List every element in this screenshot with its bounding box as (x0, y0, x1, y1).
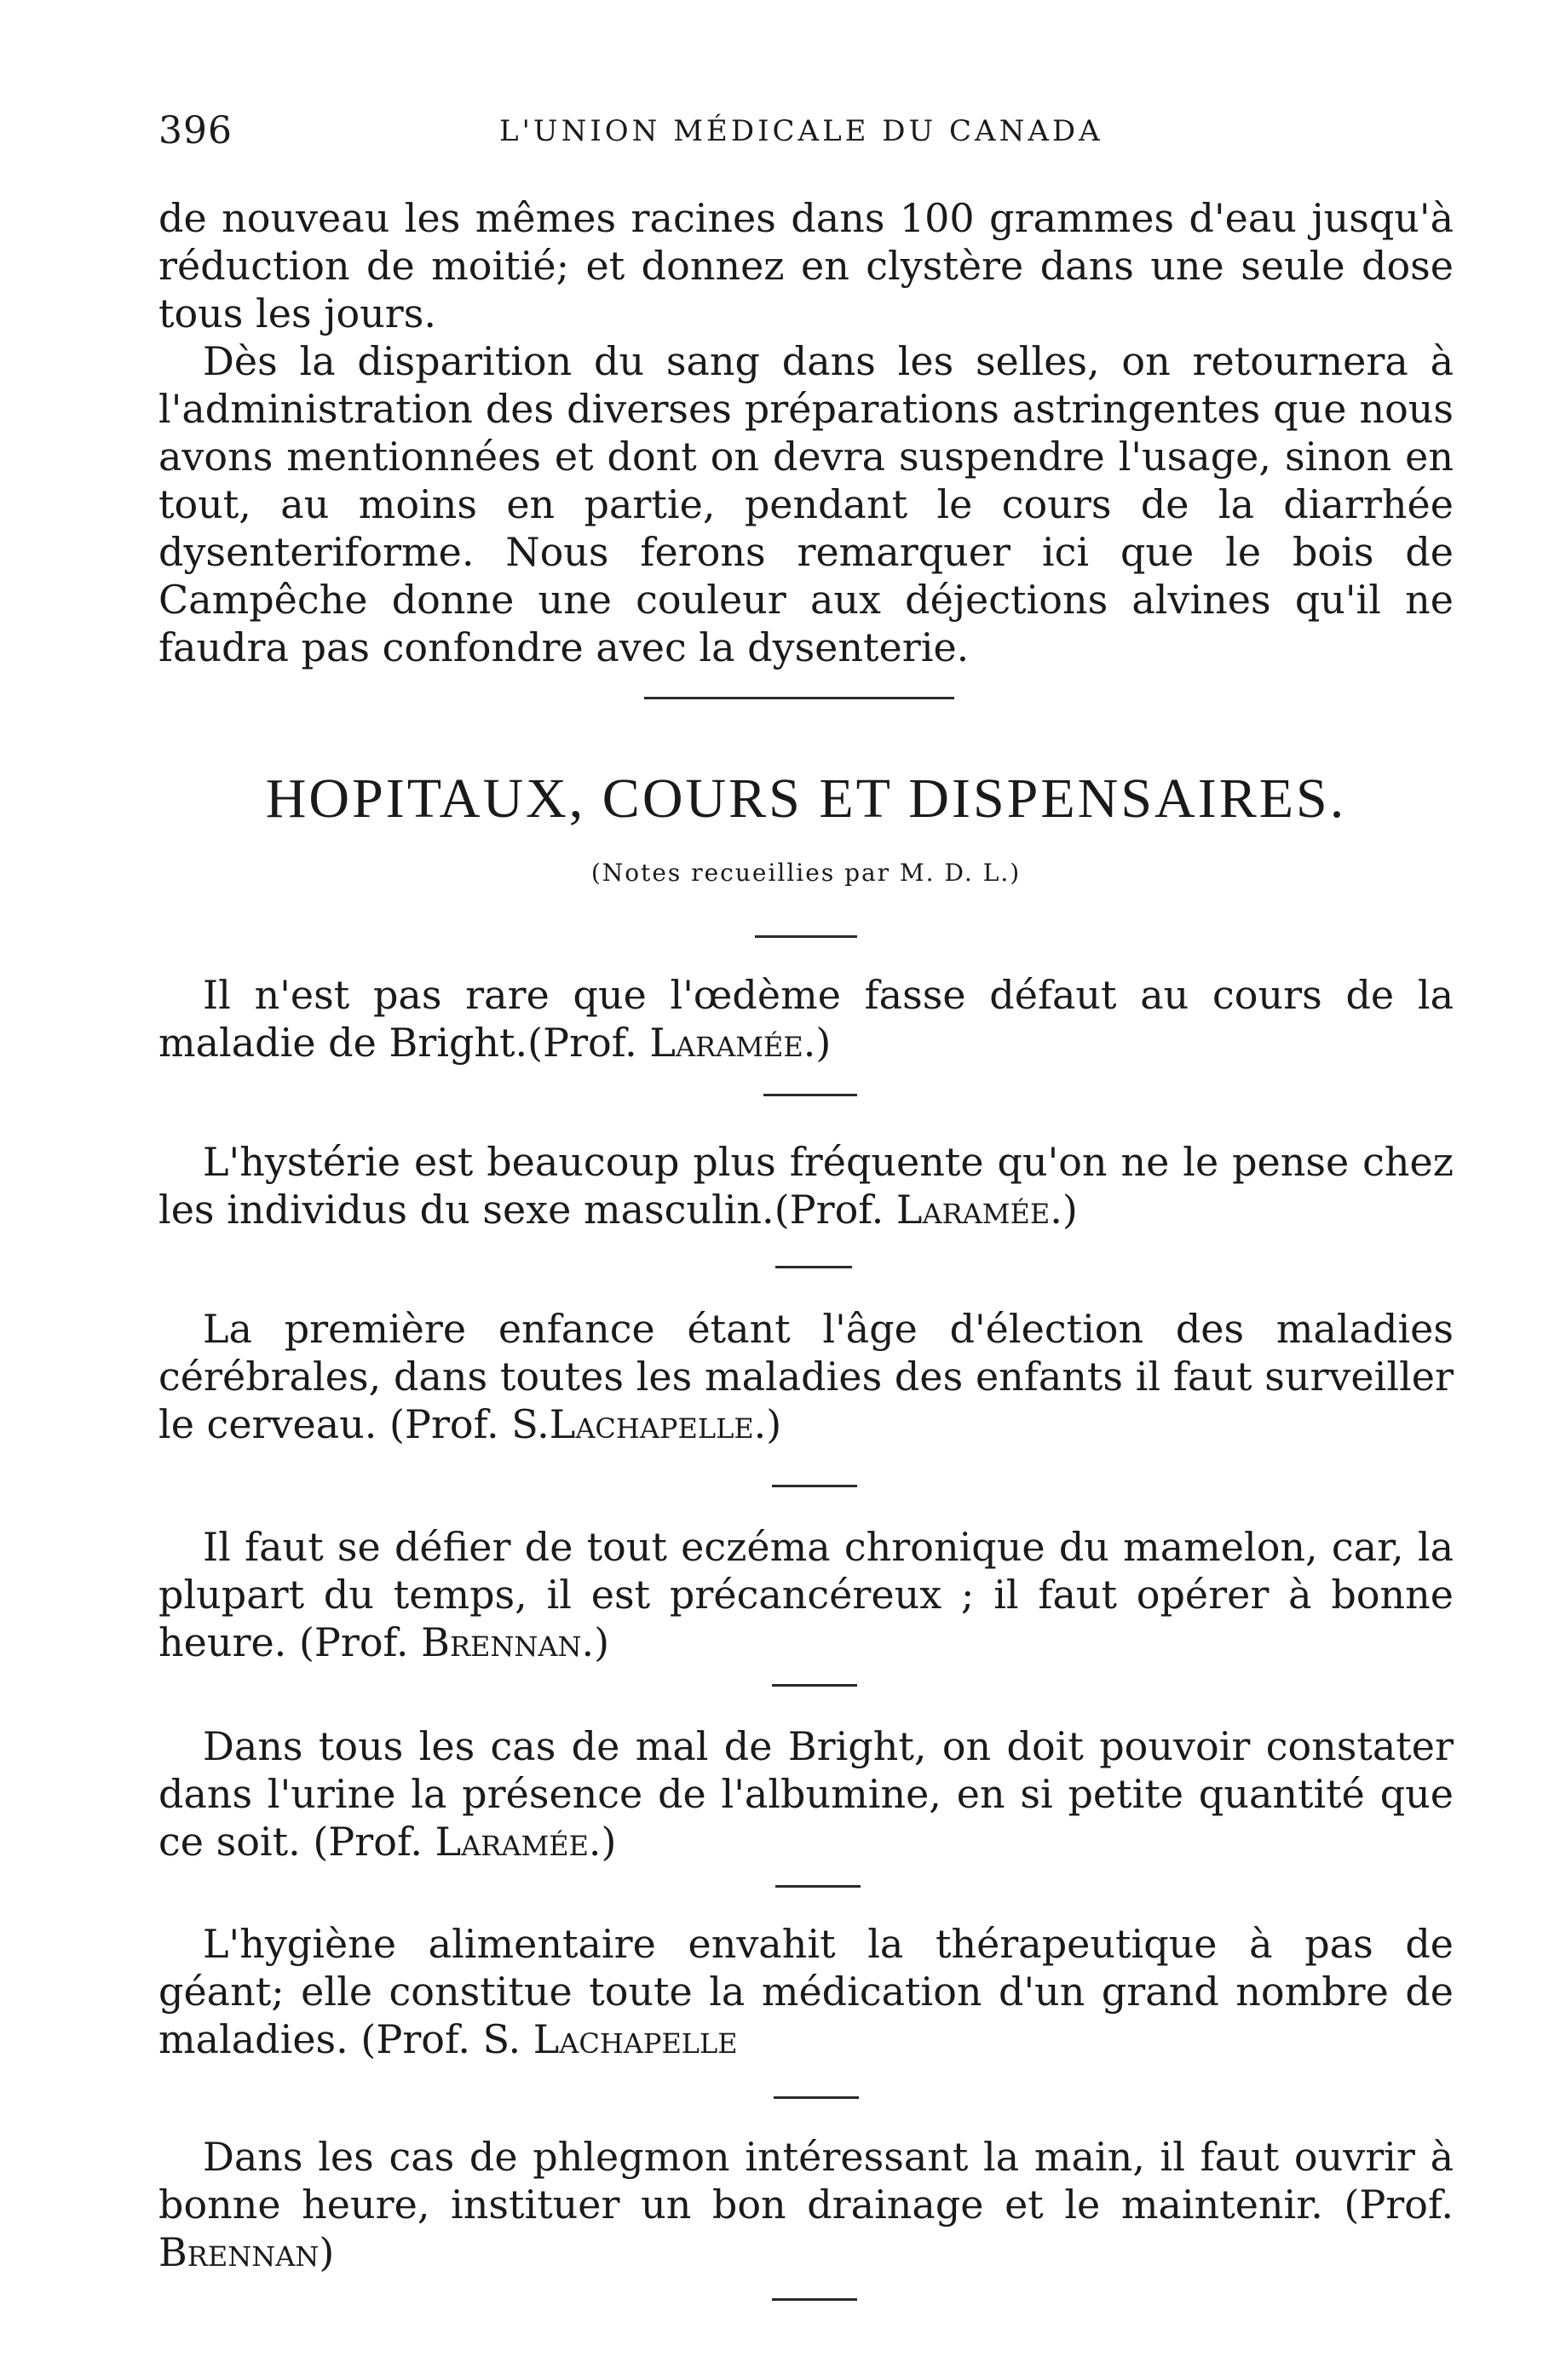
note (158, 1920, 1454, 2063)
note-text: Il faut se défier de tout eczéma chronique du mamelon, car, la plupart du temps, il est précancéreux ; il faut opérer à bonne heure. (158, 1524, 1454, 1665)
running-head (158, 109, 1454, 160)
note-author: Laramée (435, 1819, 589, 1865)
note-attribution-prefix: (Prof. (774, 1187, 896, 1233)
note-attribution-prefix: (Prof. (298, 1619, 422, 1665)
note-attribution-prefix: (Prof. S. (360, 2016, 533, 2062)
note-divider (772, 1684, 857, 1687)
note-text: L'hygiène alimentaire envahit la thérapeutique à pas de géant; elle constitue toute la médication d'un grand nombre de maladies. (158, 1921, 1454, 2062)
note-attribution-prefix: (Prof. S. (389, 1401, 550, 1447)
note-divider (772, 1485, 857, 1487)
note-attribution-suffix: .) (753, 1401, 782, 1447)
note (158, 1138, 1454, 1233)
note-text: L'hystérie est beaucoup plus fréquente qu'on ne le pense chez les individus du sexe masculin. (158, 1139, 1454, 1233)
note-author: Lachapelle (533, 2016, 738, 2062)
continuation-text (158, 194, 1454, 671)
note-divider (772, 2298, 857, 2301)
note-attribution-prefix: (Prof. (1344, 2182, 1454, 2228)
note-attribution-suffix: ) (319, 2229, 335, 2275)
note-divider (775, 1266, 852, 1268)
journal-title: L'UNION MÉDICALE DU CANADA (499, 114, 1103, 148)
note-author: Brennan (421, 1619, 582, 1665)
note-attribution-prefix: (Prof. (313, 1819, 435, 1865)
note-author: Lachapelle (549, 1401, 754, 1447)
note (158, 1305, 1454, 1448)
note-divider (755, 935, 857, 938)
note (158, 2133, 1454, 2276)
note-divider (774, 2096, 859, 2099)
section-separator-rule (644, 697, 954, 699)
note-attribution-suffix: .) (588, 1819, 617, 1865)
note-text: La première enfance étant l'âge d'élection des maladies cérébrales, dans toutes les maladies des enfants il faut surveiller le cerveau. (158, 1306, 1454, 1447)
note-attribution-suffix: .) (803, 1020, 832, 1066)
note-text: Il n'est pas rare que l'œdème fasse défaut au cours de la maladie de Bright. (158, 972, 1454, 1066)
continuation-paragraph-2: Dès la disparition du sang dans les selles, on retournera à l'administration des diverses préparations astringentes que nous avons mentionnées et dont on devra suspendre l'usage, sinon en tout, au moins en partie, pendant le cours de la diarrhée dysenteriforme. Nous ferons remarquer ici que le bois de Campêche donne une couleur aux déjections alvines qu'il ne faudra pas confondre avec la dysenterie. (158, 338, 1454, 670)
note-text: Dans les cas de phlegmon intéressant la main, il faut ouvrir à bonne heure, instituer un bon drainage et le maintenir. (158, 2134, 1454, 2228)
note (158, 1722, 1454, 1865)
note-divider (775, 1885, 861, 1888)
note-author: Brennan (158, 2229, 320, 2275)
continuation-paragraph-1: de nouveau les mêmes racines dans 100 grammes d'eau jusqu'à réduction de moitié; et donnez en clystère dans une seule dose tous les jours. (158, 195, 1454, 336)
note (158, 1523, 1454, 1666)
section-subtitle: (Notes recueillies par M. D. L.) (590, 859, 1022, 887)
note-attribution-suffix: .) (581, 1619, 610, 1665)
note-attribution-suffix: .) (1050, 1187, 1078, 1233)
note-attribution-prefix: (Prof. (527, 1020, 650, 1066)
page-number: 396 (158, 109, 233, 152)
note-divider (763, 1094, 857, 1096)
section-title: HOPITAUX, COURS ET DISPENSAIRES. (265, 767, 1347, 830)
note-text: Dans tous les cas de mal de Bright, on doit pouvoir constater dans l'urine la présence de l'albumine, en si petite quantité que ce soit. (158, 1723, 1454, 1865)
note (158, 971, 1454, 1066)
note-author: Laramée (895, 1187, 1051, 1233)
note-author: Laramée (649, 1020, 803, 1066)
